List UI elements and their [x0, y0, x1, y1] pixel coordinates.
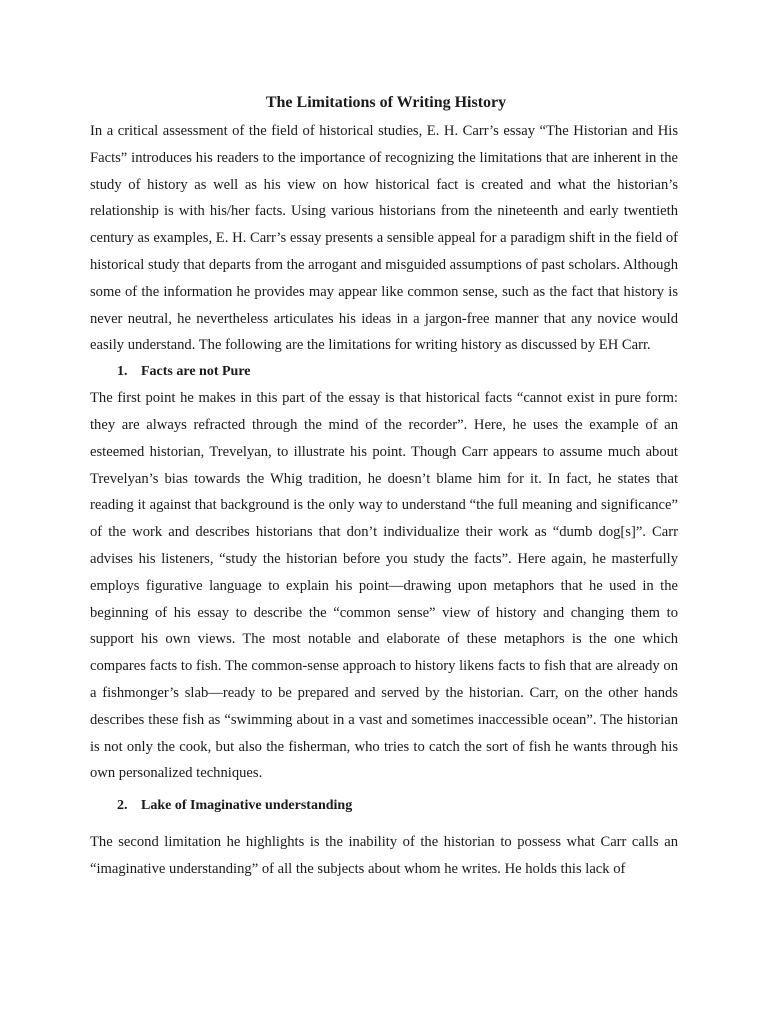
section-heading-1: [90, 359, 678, 385]
section-body-1: The first point he makes in this part of the essay is that historical facts “cannot exist in pure form: they are always refracted through the mind of the recorder”. Here, he uses the example of an esteemed historian, Trevelyan, to illustrate his point. Though Carr appears to assume much about Trevelyan’s bias towards the Whig tradition, he doesn’t blame him for it. In fact, he states that reading it against that background is the only way to understand “the full meaning and significance” of the work and describes historians that don’t individualize their work as “dumb dog[s]”. Carr advises his listeners, “study the historian before you study the facts”. Here again, he masterfully employs figurative language to explain his point—drawing upon metaphors that he used in the beginning of his essay to describe the “common sense” view of history and changing them to support his own views. The most notable and elaborate of these metaphors is the one which compares facts to fish. The common-sense approach to history likens facts to fish that are already on a fishmonger’s slab—ready to be prepared and served by the historian. Carr, on the other hands describes these fish as “swimming about in a vast and sometimes inaccessible ocean”. The historian is not only the cook, but also the fisherman, who tries to catch the sort of fish he wants through his own personalized techniques.: [90, 390, 678, 782]
section-heading-2: [90, 793, 678, 819]
section-heading-text-1: Facts are not Pure: [141, 364, 251, 380]
section-heading-text-2: Lake of Imaginative understanding: [141, 798, 353, 814]
document-page: [90, 92, 678, 883]
section-body-2: The second limitation he highlights is the inability of the historian to possess what Carr calls an “imaginative understanding” of all the subjects about whom he writes. He holds this lack of: [90, 834, 678, 877]
section-number-1: 1.: [117, 364, 128, 380]
document-title: The Limitations of Writing History: [265, 94, 507, 111]
intro-paragraph: In a critical assessment of the field of historical studies, E. H. Carr’s essay “The Historian and His Facts” introduces his readers to the importance of recognizing the limitations that are inherent in the study of history as well as his view on how historical fact is created and what the historian’s relationship is with his/her facts. Using various historians from the nineteenth and early twentieth century as examples, E. H. Carr’s essay presents a sensible appeal for a paradigm shift in the field of historical study that departs from the arrogant and misguided assumptions of past scholars. Although some of the information he provides may appear like common sense, such as the fact that history is never neutral, he nevertheless articulates his ideas in a jargon-free manner that any novice would easily understand. The following are the limitations for writing history as discussed by EH Carr.: [90, 123, 678, 354]
section-number-2: 2.: [117, 798, 128, 814]
